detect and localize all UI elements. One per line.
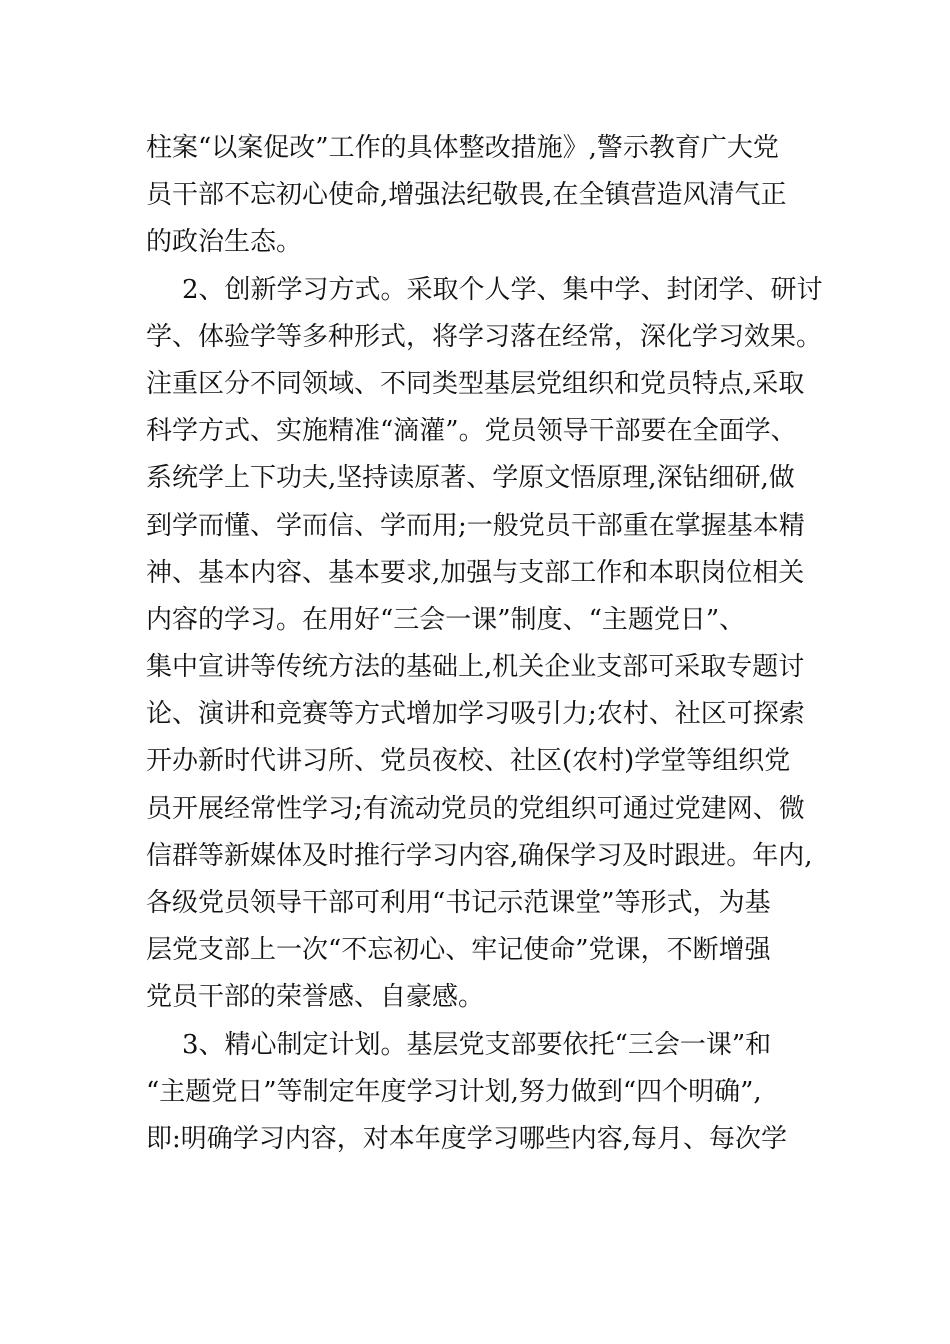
text-line: 系统学上下功夫,坚持读原著、学原文悟原理,深钻细研,做 (146, 463, 795, 494)
text-line: 注重区分不同领域、不同类型基层党组织和党员特点,采取 (146, 368, 805, 399)
text-line: 集中宣讲等传统方法的基础上,机关企业支部可采取专题讨 (146, 652, 805, 683)
text-line: 信群等新媒体及时推行学习内容,确保学习及时跟进。年内, (146, 840, 813, 871)
text-line: 2、创新学习方式。采取个人学、集中学、封闭学、研讨 (182, 274, 823, 305)
text-line: 3、精心制定计划。基层党支部要依托“三会一课”和 (182, 1029, 772, 1060)
text-line: 柱案“以案促改”工作的具体整改措施》,警示教育广大党 (146, 133, 779, 163)
text-line: 论、演讲和竞赛等方式增加学习吸引力;农村、社区可探索 (146, 699, 805, 730)
text-line: 的政治生态。 (146, 227, 303, 258)
text-line: 层党支部上一次“不忘初心、牢记使命”党课，不断增强 (146, 935, 771, 966)
text-line: 员干部不忘初心使命,增强法纪敬畏,在全镇营造风清气正 (146, 180, 787, 211)
body-text (146, 125, 836, 1163)
text-line: 到学而懂、学而信、学而用;一般党员干部重在掌握基本精 (146, 510, 805, 541)
text-line: 员开展经常性学习;有流动党员的党组织可通过党建网、微 (146, 793, 805, 824)
text-line: 党员干部的荣誉感、自豪感。 (146, 982, 485, 1013)
text-line: 内容的学习。在用好“三会一课”制度、“主题党日”、 (146, 604, 746, 635)
text-line: 开办新时代讲习所、党员夜校、社区(农村)学堂等组织党 (146, 746, 791, 777)
text-line: 科学方式、实施精准“滴灌”。党员领导干部要在全面学、 (146, 416, 797, 447)
text-line: 各级党员领导干部可利用“书记示范课堂”等形式，为基 (146, 888, 771, 918)
text-line: 即:明确学习内容，对本年度学习哪些内容,每月、每次学 (146, 1123, 788, 1154)
text-line: “主题党日”等制定年度学习计划,努力做到“四个明确”, (146, 1076, 762, 1107)
text-line: 学、体验学等多种形式，将学习落在经常，深化学习效果。 (146, 321, 823, 352)
text-line: 神、基本内容、基本要求,加强与支部工作和本职岗位相关 (146, 557, 805, 588)
